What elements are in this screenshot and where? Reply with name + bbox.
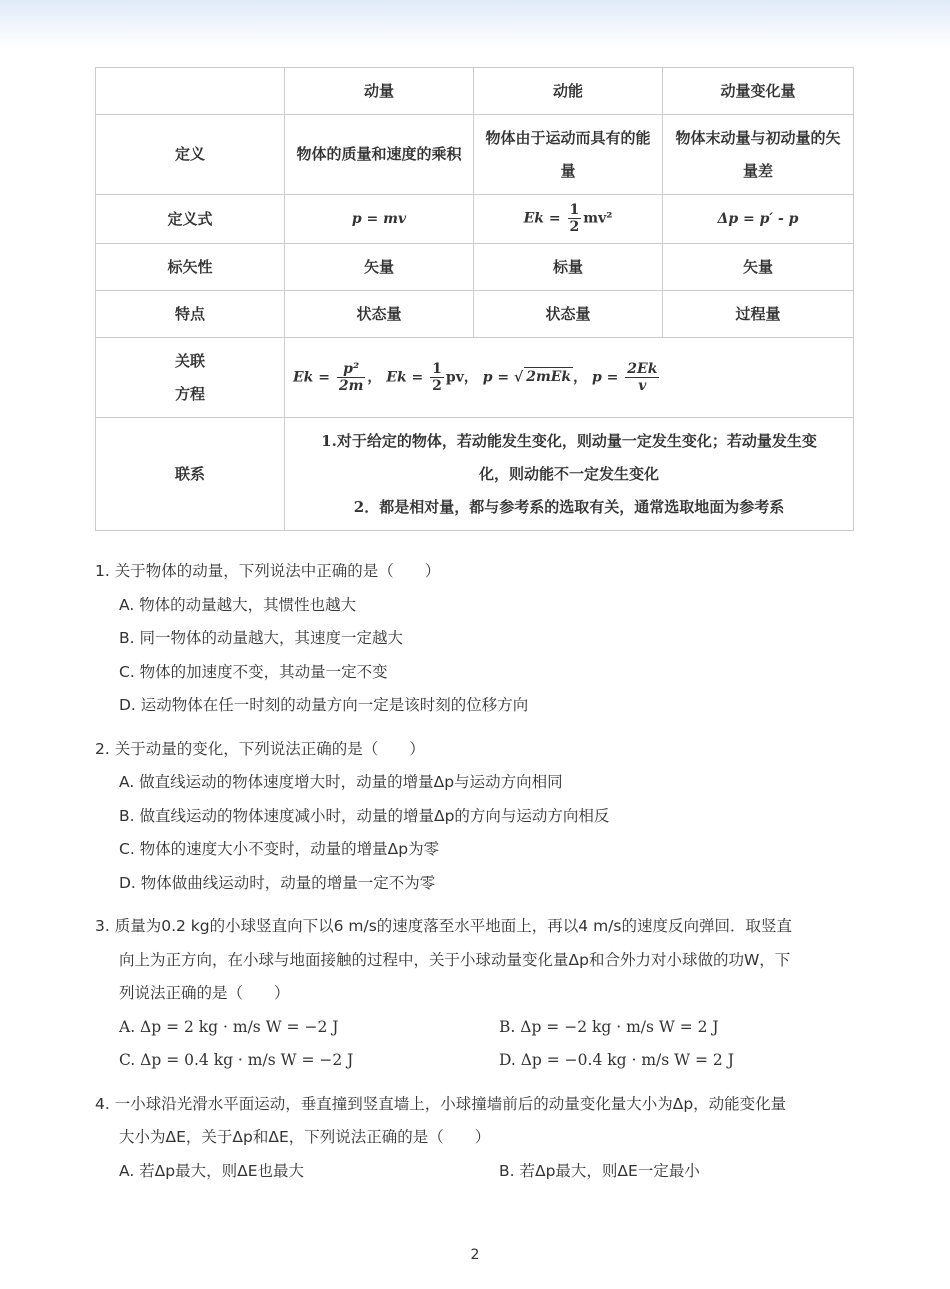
fraction: $\frac{1}{2}$ xyxy=(569,202,580,236)
option-c: C. 物体的速度大小不变时，动量的增量Δp为零 xyxy=(119,840,440,858)
header-momentum-change: 动量变化量 xyxy=(663,68,854,115)
row-feature xyxy=(96,291,854,338)
header-momentum: 动量 xyxy=(285,68,474,115)
table-header-row xyxy=(96,68,854,115)
option-b: B. 若Δp最大，则ΔE一定最小 xyxy=(499,1161,700,1180)
option-c: C. Δp = 0.4 kg · m/s W = −2 J xyxy=(119,1051,354,1069)
page-number: 2 xyxy=(470,1247,480,1263)
cell-kinetic-definition: 物体由于运动而具有的能量 xyxy=(474,115,663,195)
option-a: A. 做直线运动的物体速度增大时，动量的增量Δp与运动方向相同 xyxy=(119,773,563,791)
question-stem: 1. 关于物体的动量，下列说法中正确的是（ ） xyxy=(95,562,441,580)
option-b: B. 同一物体的动量越大，其速度一定越大 xyxy=(119,629,403,647)
cell-momentum-vector: 矢量 xyxy=(285,244,474,291)
question-2 xyxy=(95,733,855,901)
row-connection xyxy=(96,418,854,531)
options-row xyxy=(95,1155,855,1189)
header-kinetic-energy: 动能 xyxy=(474,68,663,115)
row-label: 联系 xyxy=(96,418,285,531)
question-3 xyxy=(95,910,855,1078)
question-stem: 向上为正方向，在小球与地面接触的过程中，关于小球动量变化量Δp和合外力对小球做的功W，下 xyxy=(119,950,791,969)
header-band xyxy=(0,0,950,48)
row-vector-scalar xyxy=(96,244,854,291)
question-stem: 大小为ΔE，关于Δp和ΔE，下列说法正确的是（ ） xyxy=(119,1128,491,1146)
question-4 xyxy=(95,1088,855,1189)
row-definition xyxy=(96,115,854,195)
row-label: 定义 xyxy=(96,115,285,195)
cell-relation-formulas: Ek = $\frac{\text{p²}}{2m}$ ， Ek = $\frac{1}{2}$ pv， p = √ 2mEk ， p = $\frac{2Ek}{v}$ xyxy=(285,338,854,418)
cell-momentum-feature: 状态量 xyxy=(285,291,474,338)
option-a: A. Δp = 2 kg · m/s W = −2 J xyxy=(119,1017,339,1036)
cell-kinetic-feature: 状态量 xyxy=(474,291,663,338)
row-relation xyxy=(96,338,854,418)
options-row xyxy=(95,1044,855,1078)
option-b: B. 做直线运动的物体速度减小时，动量的增量Δp的方向与运动方向相反 xyxy=(119,806,610,825)
option-d: D. 运动物体在任一时刻的动量方向一定是该时刻的位移方向 xyxy=(119,696,529,714)
formula-rhs: mv² xyxy=(583,210,613,227)
cell-change-formula: Δp = p′ - p xyxy=(663,195,854,244)
question-stem: 4. 一小球沿光滑水平面运动，垂直撞到竖直墙上，小球撞墙前后的动量变化量大小为Δp，动能变化量 xyxy=(95,1094,787,1113)
question-1 xyxy=(95,555,855,723)
option-a: A. 物体的动量越大，其惯性也越大 xyxy=(119,595,357,614)
row-formula xyxy=(96,195,854,244)
cell-kinetic-vector: 标量 xyxy=(474,244,663,291)
cell-momentum-definition: 物体的质量和速度的乘积 xyxy=(285,115,474,195)
option-b: B. Δp = −2 kg · m/s W = 2 J xyxy=(499,1017,719,1036)
row-label: 定义式 xyxy=(96,195,285,244)
cell-kinetic-formula xyxy=(474,195,663,244)
row-label: 标矢性 xyxy=(96,244,285,291)
cell-change-feature: 过程量 xyxy=(663,291,854,338)
option-d: D. 物体做曲线运动时，动量的增量一定不为零 xyxy=(119,873,436,892)
cell-change-definition: 物体末动量与初动量的矢量差 xyxy=(663,115,854,195)
question-stem: 列说法正确的是（ ） xyxy=(119,984,290,1002)
options-row xyxy=(95,1011,855,1045)
option-a: A. 若Δp最大，则ΔE也最大 xyxy=(119,1161,305,1180)
table-corner-cell xyxy=(96,68,285,115)
row-label: 特点 xyxy=(96,291,285,338)
momentum-comparison-table xyxy=(95,67,854,531)
question-stem: 3. 质量为0.2 kg的小球竖直向下以6 m/s的速度落至水平地面上，再以4 m/s的速度反向弹回．取竖直 xyxy=(95,917,792,935)
option-c: C. 物体的加速度不变，其动量一定不变 xyxy=(119,662,388,681)
row-label: 关联 方程 xyxy=(96,338,285,418)
cell-change-vector: 矢量 xyxy=(663,244,854,291)
question-list xyxy=(95,555,855,1198)
cell-connection: 1.对于给定的物体，若动能发生变化，则动量一定发生变化；若动量发生变 化，则动能不一定发生变化 2．都是相对量，都与参考系的选取有关，通常选取地面为参考系 xyxy=(285,418,854,531)
question-stem: 2. 关于动量的变化，下列说法正确的是（ ） xyxy=(95,739,425,758)
option-d: D. Δp = −0.4 kg · m/s W = 2 J xyxy=(499,1051,734,1069)
formula-lhs: Ek = xyxy=(523,210,561,227)
cell-momentum-formula: p = mv xyxy=(285,195,474,244)
